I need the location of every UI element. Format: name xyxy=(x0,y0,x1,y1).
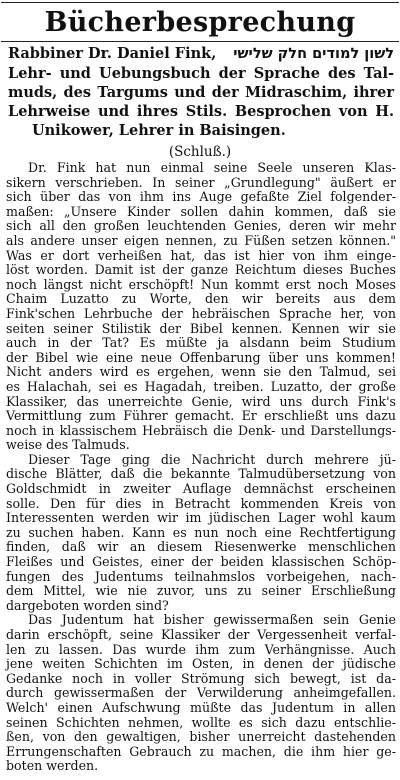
text-line: darin erschöpft, seine Klassiker der Vergessenheit verfal- xyxy=(6,627,396,642)
text-line: jene weiten Schichten im Osten, in denen der jüdische xyxy=(6,656,396,672)
text-line: Goldschmidt in zweiter Auflage demnächst erscheinen xyxy=(6,481,396,497)
text-line: Chaim Luzatto zu Worte, den wir bereits aus dem xyxy=(6,291,396,307)
text-line: seiten seiner Stilistik der Bibel kennen. Kennen wir sie xyxy=(6,320,396,336)
text-line: Fleißes und Geistes, einer der beiden klassischen Schöp- xyxy=(6,554,396,570)
text-line: Fink'schen Lehrbuche der hebräischen Sprache her, von xyxy=(6,305,396,321)
text-line: ßen, von den gewaltigen, bisher unerreicht dastehenden xyxy=(6,729,396,745)
text-line: seinen Schichten nehmen, wollte es sich dazu entschlie- xyxy=(6,714,396,730)
text-line: noch in klassischem Hebräisch die Denk- und Darstellungs- xyxy=(6,422,396,438)
text-line: Welch' einen Aufschwung müßte das Judentum in allen xyxy=(6,699,396,715)
paragraph xyxy=(6,161,396,453)
text-line: Vermittlung zum Führer gemacht. Er erschließt uns dazu xyxy=(6,408,396,424)
conclusion-note: (Schluß.) xyxy=(168,144,232,160)
text-line: dische Blätter, daß die bekannte Talmudübersetzung von xyxy=(6,466,396,482)
text-line: löst worden. Damit ist der ganze Reichtum dieses Buches xyxy=(6,262,396,278)
text-line: Das Judentum hat bisher gewissermaßen sein Genie xyxy=(28,612,396,628)
subtitle-line: Lehrweise und ihres Stils. Besprochen von H. xyxy=(8,103,394,120)
title-rule xyxy=(1,41,399,42)
subtitle-line: Lehr- und Uebungsbuch der Sprache des Tal- xyxy=(8,65,394,82)
text-line: noch längst nicht erschöpft! Nun kommt erst noch Moses xyxy=(6,276,396,292)
text-line: Interessenten werden wir im jüdischen Lager wohl kaum xyxy=(6,510,396,526)
subtitle-line: Unikower, Lehrer in Baisingen. xyxy=(32,122,286,139)
paragraph xyxy=(6,453,396,614)
subtitle-line: muds, des Targums und der Midraschim, ihrer xyxy=(8,84,394,101)
text-line: sich all den großen leuchtenden Genies, deren wir mehr xyxy=(6,218,396,234)
text-line: Dieser Tage ging die Nachricht durch mehrere jü- xyxy=(28,451,396,467)
text-line: Klassiker, das unerreichte Genie, wird uns durch Fink's xyxy=(6,393,396,409)
text-line: als andere unser eigen nennen, zu Füßen setzen können." xyxy=(6,232,396,248)
paragraph xyxy=(6,613,396,774)
text-line: boten werden. xyxy=(6,758,99,774)
text-line: Nicht anders wird es ergehen, wenn sie den Talmud, sei xyxy=(6,364,396,380)
text-line: auch in der Tat? Es müßte ja alsdann beim Studium xyxy=(6,335,396,351)
author-name: Rabbiner Dr. Daniel Fink, xyxy=(8,45,217,62)
text-line: finden, daß wir an diesem Riesenwerke menschlichen xyxy=(6,539,396,555)
text-line: Gedanke noch in voller Strömung sich bewegt, ist da- xyxy=(6,670,396,686)
text-line: fungen des Judentums teilnahmslos vorbeigehen, nach- xyxy=(6,568,396,584)
text-line: dargeboten worden sind? xyxy=(6,597,169,613)
text-line: maßen: „Unsere Kinder sollen dahin kommen, daß sie xyxy=(6,203,396,219)
article-body xyxy=(6,161,396,774)
text-line: durch gewissermaßen der Verwilderung anheimgefallen. xyxy=(6,685,396,701)
text-line: Dr. Fink hat nun einmal seine Seele unseren Klas- xyxy=(28,160,396,175)
text-line: solle. Den für dies in Betracht kommenden Kreis von xyxy=(6,495,396,511)
hebrew-book-title: לשון למודים חלק שלישי xyxy=(233,46,394,62)
text-line: weise des Talmuds. xyxy=(6,437,130,453)
text-line: sich über das von ihm ins Auge gefaßte Ziel folgender- xyxy=(6,189,396,205)
text-line: dem Mittel, wie nie zuvor, uns zu seiner Erschließung xyxy=(6,583,396,599)
text-line: len zu lassen. Das wurde ihm zum Verhängnisse. Auch xyxy=(6,641,396,657)
text-line: es Halachah, sei es Hagadah, treiben. Luzatto, der große xyxy=(6,378,396,394)
text-line: sikern verschrieben. In seiner „Grundlegung" äußert er xyxy=(6,174,396,190)
text-line: zu suchen haben. Kann es nun noch eine Rechtfertigung xyxy=(6,524,396,540)
text-line: Errungenschaften Gebrauch zu machen, die ihm hier ge- xyxy=(6,743,396,759)
top-rule xyxy=(1,2,399,3)
review-header xyxy=(8,44,394,64)
section-title: Bücherbesprechung xyxy=(44,7,356,38)
text-line: der Bibel wie eine neue Offenbarung über uns kommen! xyxy=(6,349,396,365)
text-line: Was er dort verheißen hat, das ist hier von ihm einge- xyxy=(6,247,396,263)
